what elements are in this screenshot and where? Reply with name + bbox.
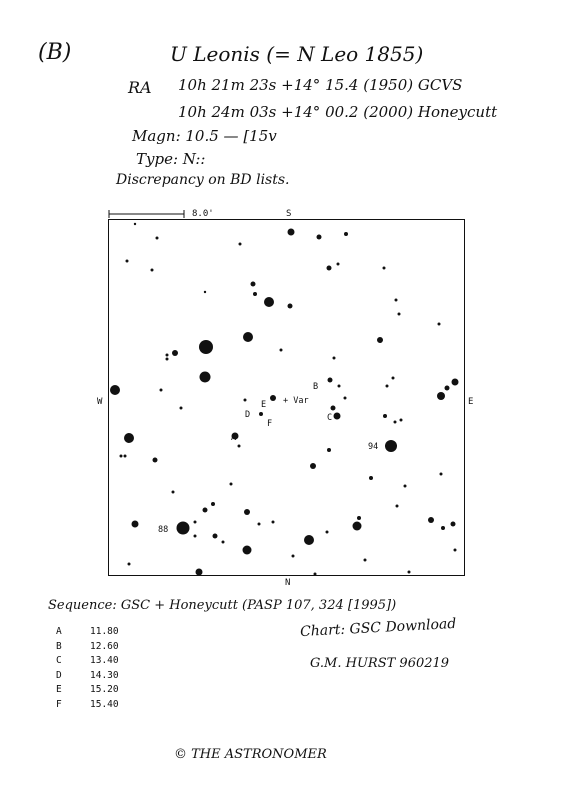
star-dot [200,372,211,383]
star-dot [328,378,333,383]
star-dot [377,337,383,343]
star-dot [203,508,208,513]
comparison-star-label: E [261,400,267,410]
star-dot [344,397,347,400]
sequence-star: C [56,655,62,666]
star-dot [156,237,159,240]
star-chart-frame [108,219,465,576]
star-dot [151,269,154,272]
star-dot [408,571,411,574]
comparison-star-label: 94 [368,442,379,452]
star-dot [452,379,459,386]
star-dot [454,549,457,552]
star-dot [386,385,389,388]
star-dot [369,476,373,480]
compass-south: S [286,209,292,219]
object-name: U Leonis (= N Leo 1855) [170,42,424,66]
star-dot [304,535,314,545]
star-dot [440,473,443,476]
sequence-magnitude: 15.40 [90,698,119,710]
star-dot [194,521,197,524]
sequence-row [56,626,119,637]
star-dot [400,419,403,422]
star-dot [353,522,362,531]
sequence-star: D [56,669,62,681]
star-dot [230,483,233,486]
star-dot [166,358,169,361]
star-dot [451,522,456,527]
star-dot [258,523,261,526]
star-dot [172,491,175,494]
star-dot [292,555,295,558]
variable-type: Type: N:: [136,150,206,168]
star-dot [337,263,340,266]
star-dot [180,407,183,410]
star-dot [239,243,242,246]
star-dot [132,521,139,528]
star-dot [310,463,316,469]
star-dot [172,350,178,356]
star-dot [196,569,203,576]
star-dot [383,414,387,418]
star-dot [134,223,136,225]
star-dot [270,395,276,401]
compass-west: W [97,397,103,407]
comparison-star-label: B [313,382,319,392]
star-dot [338,385,341,388]
star-dot [404,485,407,488]
star-dot [213,534,218,539]
sequence-row [56,641,119,652]
sequence-row [56,655,119,666]
sequence-star: E [56,684,62,695]
star-dot [440,397,443,400]
star-dot [288,304,293,309]
star-dot [222,541,225,544]
star-dot [253,292,257,296]
star-dot [314,573,317,576]
star-dot [128,563,131,566]
magnitude-range: Magn: 10.5 — [15v [132,127,277,145]
star-dot [327,448,331,452]
star-field [109,220,466,577]
star-dot [238,445,241,448]
sequence-row [56,684,119,695]
star-dot [317,235,322,240]
sequence-magnitude: 12.60 [90,640,119,652]
star-dot [333,357,336,360]
star-dot [194,535,197,538]
copyright-credit: © THE ASTRONOMER [174,747,327,762]
star-dot [396,505,399,508]
star-dot [124,455,127,458]
coordinates-1950: 10h 21m 23s +14° 15.4 (1950) GCVS [178,76,463,94]
variable-marker: + Var [283,396,309,406]
star-dot [244,509,250,515]
sequence-row [56,670,119,681]
sequence-row [56,699,119,710]
sequence-star: F [56,698,62,710]
sequence-star: A [56,626,62,637]
comparison-star-label: A [231,433,237,443]
compass-north: N [285,578,291,588]
star-dot [398,313,401,316]
star-dot [385,440,397,452]
comparison-star-label: D [245,410,251,420]
star-dot [110,385,120,395]
star-dot [243,332,253,342]
comparison-star-label: 88 [158,525,169,535]
star-dot [244,399,247,402]
star-dot [327,266,332,271]
star-dot [124,433,134,443]
star-dot [199,340,213,354]
star-dot [160,389,163,392]
sequence-title: Sequence: GSC + Honeycutt (PASP 107, 324 [1995]) [48,598,397,613]
star-dot [364,559,367,562]
star-dot [383,267,386,270]
coordinates-2000: 10h 24m 03s +14° 00.2 (2000) Honeycutt [178,103,498,121]
sequence-star: B [56,640,62,652]
star-dot [445,386,450,391]
star-dot [326,531,329,534]
discrepancy-note: Discrepancy on BD lists. [116,172,290,188]
star-dot [288,229,295,236]
star-dot [394,421,397,424]
star-dot [392,377,395,380]
panel-label: (B) [38,40,72,65]
ra-label: RA [128,78,152,97]
star-dot [264,297,274,307]
star-dot [438,323,441,326]
star-dot [251,282,256,287]
sequence-magnitude: 15.20 [90,684,119,695]
sequence-magnitude: 11.80 [90,626,119,637]
author-credit: G.M. HURST 960219 [310,656,450,671]
star-dot [177,522,190,535]
star-dot [280,349,283,352]
star-dot [166,354,169,357]
sequence-magnitude: 14.30 [90,669,119,681]
star-dot [395,299,398,302]
star-dot [357,516,361,520]
comparison-star-label: C [327,413,333,423]
star-dot [428,517,434,523]
comparison-star-label: F [267,419,273,429]
star-dot [243,546,252,555]
star-dot [126,260,129,263]
sequence-magnitude: 13.40 [90,655,119,666]
scale-label: 8.0' [192,209,214,219]
star-dot [204,291,206,293]
star-dot [334,413,341,420]
chart-credit: Chart: GSC Download [299,615,457,641]
star-dot [259,412,263,416]
star-dot [331,406,336,411]
star-dot [211,502,215,506]
star-dot [120,455,123,458]
star-dot [272,521,275,524]
star-dot [441,526,445,530]
star-dot [344,232,348,236]
star-dot [153,458,158,463]
compass-east: E [468,397,474,407]
